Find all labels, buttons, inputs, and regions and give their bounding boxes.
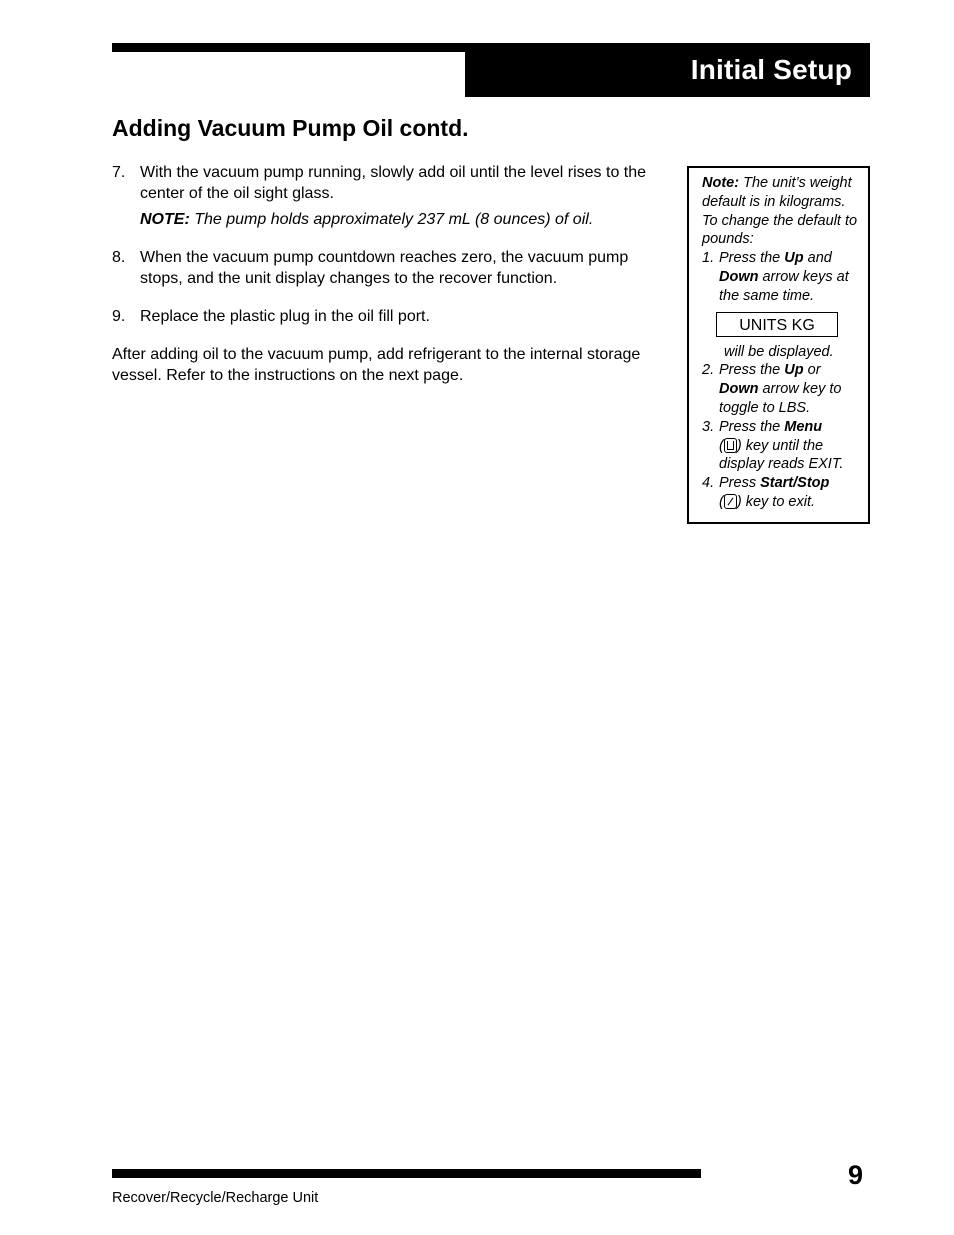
item-text: or <box>803 362 821 379</box>
step-8 <box>112 247 672 289</box>
step-text: Replace the plastic plug in the oil fill port. <box>140 308 430 325</box>
footer-text: Recover/Recycle/Recharge Unit <box>112 1190 319 1206</box>
key-name-up: Up <box>784 250 804 267</box>
menu-key-icon <box>724 438 737 453</box>
note-label: NOTE: <box>140 211 190 228</box>
item-number: 1. <box>702 250 715 267</box>
key-name-down: Down <box>719 268 759 285</box>
step-9 <box>112 306 672 327</box>
key-name-down: Down <box>719 381 759 398</box>
start-stop-key-icon <box>724 494 737 509</box>
item-number: 4. <box>702 475 715 492</box>
note-intro <box>702 174 860 249</box>
page-title: Initial Setup <box>690 54 852 85</box>
key-name-start-stop: Start/Stop <box>760 475 830 492</box>
step-note <box>140 209 672 230</box>
section-title: Adding Vacuum Pump Oil contd. <box>112 115 469 141</box>
item-text: ) key to exit. <box>736 493 816 510</box>
item-number: 2. <box>702 362 715 379</box>
item-text: ) key until the display reads EXIT. <box>719 437 844 473</box>
step-7 <box>112 162 672 230</box>
note-text: The unit’s weight default is in kilograms. To change the default to pounds: <box>702 175 858 248</box>
displayed-caption: will be displayed. <box>724 343 834 360</box>
note-item-2 <box>702 361 860 417</box>
item-text: Press the <box>719 362 785 379</box>
item-text: ( <box>719 437 724 454</box>
page-number: 9 <box>848 1160 864 1190</box>
item-text: Press <box>719 475 761 492</box>
key-name-up: Up <box>784 362 804 379</box>
body-paragraph: After adding oil to the vacuum pump, add refrigerant to the internal storage vessel. Refer to the instructions on the next page. <box>112 346 641 384</box>
header-banner <box>465 43 870 97</box>
item-number: 3. <box>702 418 715 435</box>
step-text: When the vacuum pump countdown reaches zero, the vacuum pump stops, and the unit display changes to the recover function. <box>140 249 629 287</box>
step-text: With the vacuum pump running, slowly add oil until the level rises to the center of the oil sight glass. <box>140 164 647 202</box>
key-name-menu: Menu <box>784 418 823 435</box>
item-text: Press the <box>719 250 785 267</box>
step-number: 9. <box>112 308 126 325</box>
item-text: arrow keys at the same time. <box>719 268 849 304</box>
footer-rule <box>112 1169 701 1178</box>
note-item-1 <box>702 249 860 305</box>
note-item-4 <box>702 474 860 512</box>
note-item-3 <box>702 418 860 474</box>
step-number: 7. <box>112 164 126 181</box>
step-number: 8. <box>112 249 126 266</box>
item-text: arrow key to toggle to LBS. <box>719 381 842 416</box>
unit-display-readout: UNITS KG <box>716 312 838 337</box>
note-text: The pump holds approximately 237 mL (8 ounces) of oil. <box>189 211 594 228</box>
units-note-box <box>687 166 870 524</box>
item-text: and <box>803 250 832 267</box>
item-text: ( <box>719 493 724 510</box>
item-text: Press the <box>719 418 785 435</box>
step-list <box>112 162 672 402</box>
note-label: Note: <box>702 175 740 191</box>
